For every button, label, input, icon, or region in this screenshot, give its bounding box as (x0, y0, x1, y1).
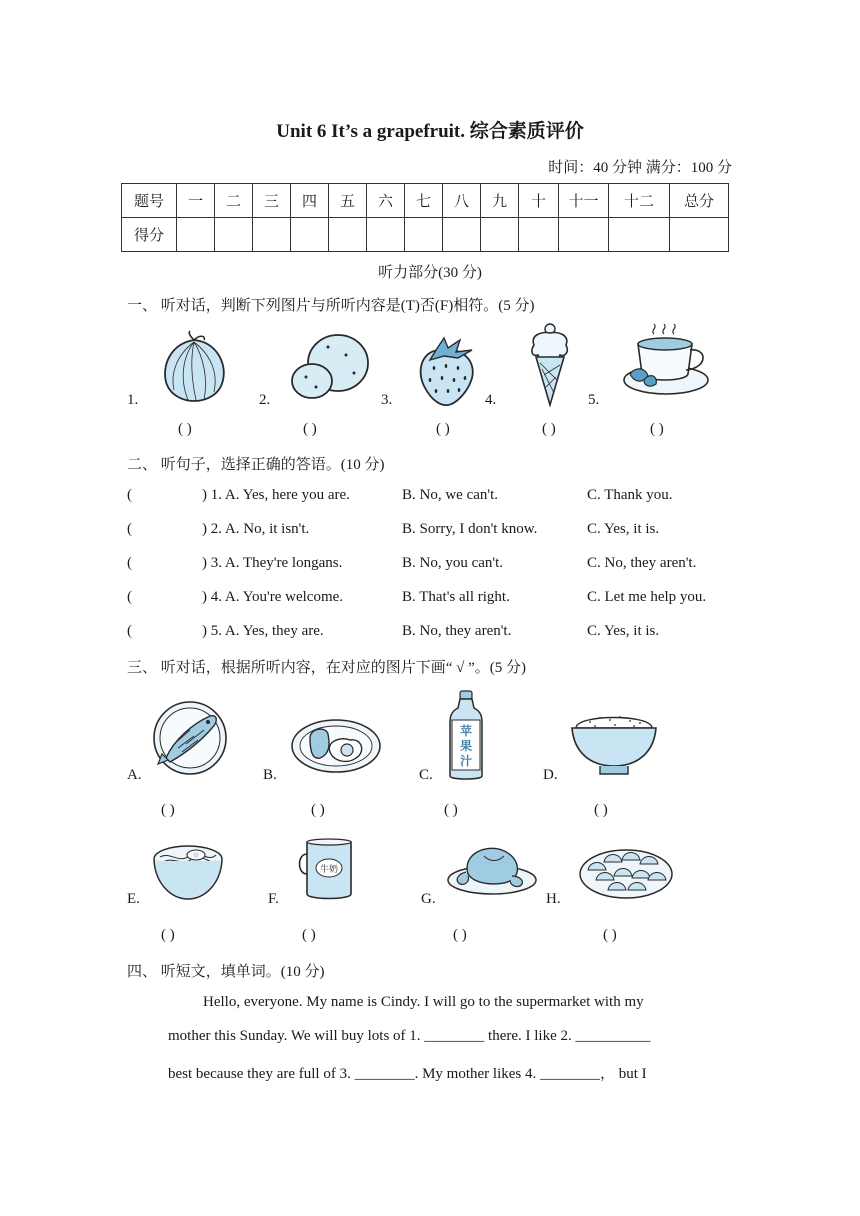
passage-line: Hello, everyone. My name is Cindy. I will go to the supermarket with my (203, 994, 644, 1010)
question-option-a: ) 5. A. Yes, they are. (202, 623, 324, 639)
answer-parentheses[interactable]: ( ) (302, 927, 316, 943)
listening-section-header: 听力部分(30 分) (378, 265, 482, 281)
item-letter: B. (263, 767, 277, 783)
dumplings-plate-icon (578, 840, 674, 902)
question-option-c: C. Let me help you. (587, 589, 707, 605)
score-cell: 六 (367, 184, 405, 218)
score-input-cell[interactable] (329, 218, 367, 252)
score-input-cell[interactable] (609, 218, 670, 252)
score-input-cell[interactable] (215, 218, 253, 252)
question-option-b: B. No, they aren't. (402, 623, 512, 639)
question-option-b: B. That's all right. (402, 589, 510, 605)
question-option-b: B. Sorry, I don't know. (402, 521, 538, 537)
answer-open-paren[interactable]: ( (127, 589, 132, 605)
question-option-c: C. Yes, it is. (587, 623, 660, 639)
sausage-egg-icon (290, 712, 382, 774)
item-letter: C. (419, 767, 433, 783)
score-input-cell[interactable] (519, 218, 559, 252)
answer-parentheses[interactable]: ( ) (542, 421, 556, 437)
milk-mug-icon (297, 838, 363, 900)
score-input-cell[interactable] (443, 218, 481, 252)
question-option-a: ) 2. A. No, it isn't. (202, 521, 310, 537)
item-number: 5. (588, 392, 600, 408)
score-cell: 七 (405, 184, 443, 218)
item-letter: H. (546, 891, 561, 907)
question-option-c: C. Thank you. (587, 487, 673, 503)
item-number: 3. (381, 392, 393, 408)
answer-open-paren[interactable]: ( (127, 555, 132, 571)
answer-open-paren[interactable]: ( (127, 521, 132, 537)
score-cell: 总分 (670, 184, 729, 218)
score-cell: 九 (481, 184, 519, 218)
score-input-cell[interactable] (670, 218, 729, 252)
score-cell: 四 (291, 184, 329, 218)
answer-open-paren[interactable]: ( (127, 623, 132, 639)
score-input-cell[interactable] (367, 218, 405, 252)
score-input-cell[interactable] (177, 218, 215, 252)
page-title: Unit 6 It’s a grapefruit. 综合素质评价 (276, 121, 584, 142)
item-number: 1. (127, 392, 139, 408)
score-cell: 十一 (559, 184, 609, 218)
juice-label-char: 苹 (459, 724, 473, 738)
score-cell: 八 (443, 184, 481, 218)
section2-title: 二、 听句子，选择正确的答语。(10 分) (127, 457, 385, 473)
grapefruit-icon (160, 330, 228, 402)
item-letter: A. (127, 767, 142, 783)
passage-line: best because they are full of 3. ________. My mother likes 4. ________， but I (168, 1066, 647, 1082)
item-letter: E. (127, 891, 140, 907)
score-cell: 三 (253, 184, 291, 218)
answer-parentheses[interactable]: ( ) (178, 421, 192, 437)
milk-label: 牛奶 (319, 865, 339, 875)
question-option-b: B. No, you can't. (402, 555, 504, 571)
score-cell: 五 (329, 184, 367, 218)
coffee-cup-icon (622, 322, 712, 398)
score-input-cell[interactable] (253, 218, 291, 252)
potatoes-icon (288, 333, 372, 401)
answer-parentheses[interactable]: ( ) (303, 421, 317, 437)
answer-parentheses[interactable]: ( ) (603, 927, 617, 943)
score-input-cell[interactable] (559, 218, 609, 252)
score-cell: 十 (519, 184, 559, 218)
answer-parentheses[interactable]: ( ) (650, 421, 664, 437)
question-option-c: C. Yes, it is. (587, 521, 660, 537)
question-option-c: C. No, they aren't. (587, 555, 697, 571)
score-cell: 二 (215, 184, 253, 218)
strawberry-icon (414, 334, 480, 406)
score-label-cell: 得分 (122, 218, 177, 252)
item-number: 4. (485, 392, 497, 408)
answer-parentheses[interactable]: ( ) (161, 802, 175, 818)
score-cell: 题号 (122, 184, 177, 218)
rice-bowl-icon (570, 704, 658, 776)
section4-title: 四、 听短文，填单词。(10 分) (127, 964, 325, 980)
answer-parentheses[interactable]: ( ) (453, 927, 467, 943)
section3-title: 三、 听对话，根据所听内容，在对应的图片下画“ √ ”。(5 分) (127, 660, 527, 676)
juice-label-char: 汁 (459, 754, 473, 768)
score-cell: 一 (177, 184, 215, 218)
score-table-header-row (122, 184, 729, 218)
question-option-a: ) 4. A. You're welcome. (202, 589, 344, 605)
noodles-bowl-icon (152, 843, 224, 903)
question-option-b: B. No, we can't. (402, 487, 499, 503)
exam-meta: 时间：40 分钟 满分：100 分 (548, 160, 732, 176)
answer-parentheses[interactable]: ( ) (444, 802, 458, 818)
juice-label-char: 果 (459, 739, 473, 753)
answer-parentheses[interactable]: ( ) (311, 802, 325, 818)
score-input-cell[interactable] (405, 218, 443, 252)
item-letter: G. (421, 891, 436, 907)
answer-open-paren[interactable]: ( (127, 487, 132, 503)
ice-cream-icon (528, 323, 572, 407)
passage-line: mother this Sunday. We will buy lots of 1. ________ there. I like 2. __________ (168, 1028, 651, 1044)
item-letter: F. (268, 891, 279, 907)
score-table-score-row (122, 218, 729, 252)
answer-parentheses[interactable]: ( ) (436, 421, 450, 437)
score-input-cell[interactable] (291, 218, 329, 252)
chicken-plate-icon (446, 842, 538, 896)
apple-juice-bottle-icon (448, 690, 484, 782)
item-letter: D. (543, 767, 558, 783)
question-option-a: ) 3. A. They're longans. (202, 555, 343, 571)
score-cell: 十二 (609, 184, 670, 218)
fish-plate-icon (152, 700, 228, 776)
score-table (121, 183, 729, 252)
score-input-cell[interactable] (481, 218, 519, 252)
item-number: 2. (259, 392, 271, 408)
question-option-a: ) 1. A. Yes, here you are. (202, 487, 350, 503)
answer-parentheses[interactable]: ( ) (161, 927, 175, 943)
answer-parentheses[interactable]: ( ) (594, 802, 608, 818)
section1-title: 一、 听对话，判断下列图片与所听内容是(T)否(F)相符。(5 分) (127, 298, 535, 314)
